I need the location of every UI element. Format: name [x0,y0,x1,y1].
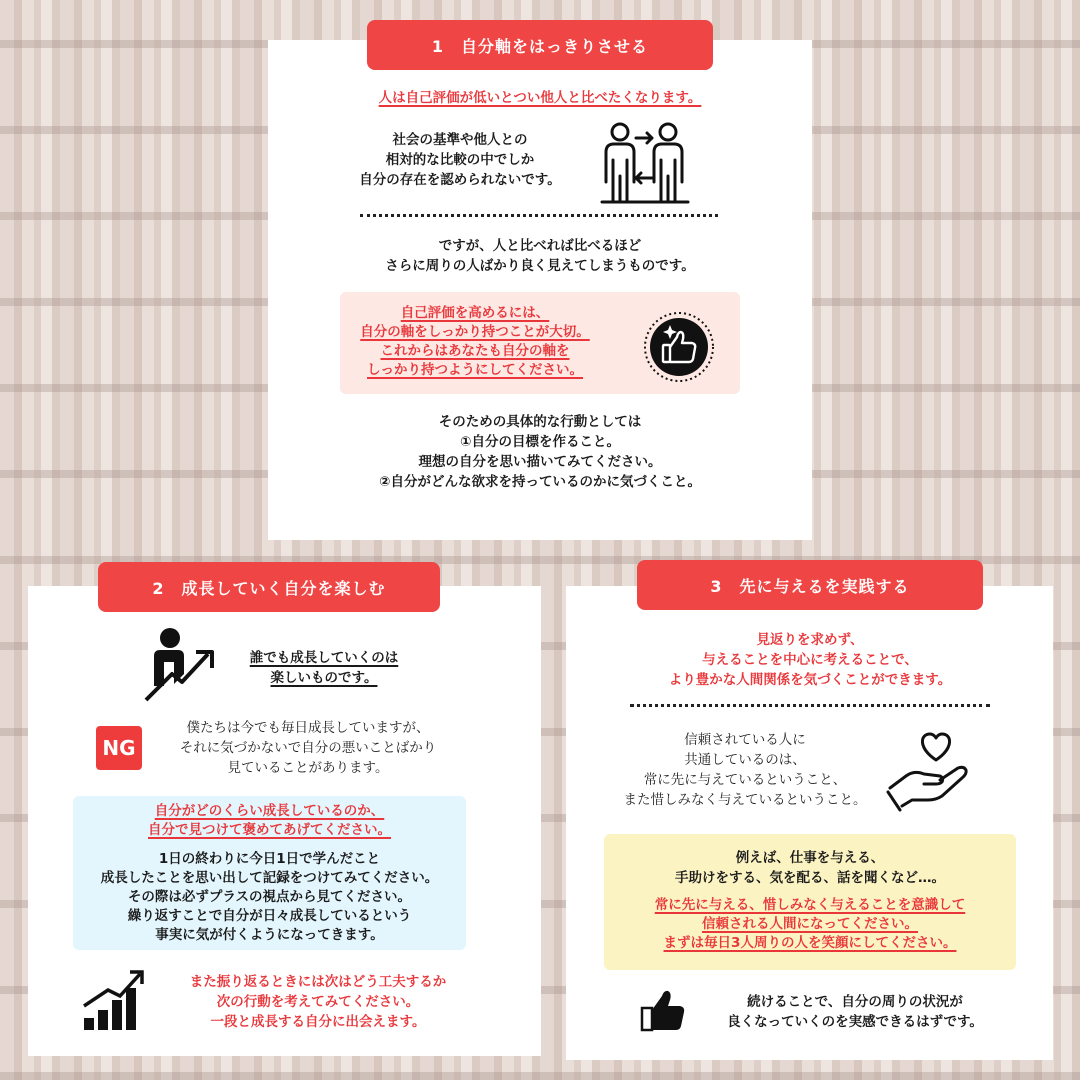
heart-hand-icon [886,726,974,814]
section-2-ng-text: 僕たちは今でも毎日成長していますが、 それに気づかないで自分の悪いことばかり 見ていることがあります。 [179,720,437,776]
thumbs-up-badge-icon [642,310,716,384]
section-3-highlight-red-text: 常に先に与える、惜しみなく与えることを意識して 信頼される人間になってください。 まずは毎日3人周りの人を笑顔にしてください。 [654,897,966,951]
section-3-closing-text: 続けることで、自分の周りの状況が 良くなっていくのを実感できるはずです。 [727,994,983,1030]
section-3-highlight-text: 例えば、仕事を与える、 手助けをする、気を配る、話を聞くなど…。 [675,850,945,886]
ng-badge-icon: NG [96,726,142,770]
bar-chart-growth-icon [80,966,148,1034]
section-3-title: 3 先に与えるを実践する [637,560,983,610]
section-1-divider [360,214,718,217]
section-1-compare-text: 社会の基準や他人との 相対的な比較の中でしか 自分の存在を認められないです。 [359,132,561,188]
section-3-trust-text: 信頼されている人に 共通しているのは、 常に先に与えているということ、 また惜しみなく与えているということ。 [623,732,867,808]
section-1-action-text: そのための具体的な行動としては ①自分の目標を作ること。 理想の自分を思い描いてみてください。 ②自分がどんな欲求を持っているのかに気づくこと。 [379,414,701,490]
two-people-compare-icon [598,120,690,206]
section-3-intro-text: 見返りを求めず、 与えることを中心に考えることで、 より豊かな人間関係を気づくことができます。 [668,632,952,688]
person-growth-arrow-icon [142,626,218,704]
section-1-title: 1 自分軸をはっきりさせる [367,20,713,70]
section-2-highlight-text: 1日の終わりに今日1日で学んだこと 成長したことを思い出して記録をつけてみてください。 その際は必ずプラスの視点から見てください。 繰り返すことで自分が日々成長しているという 事実に気が付くようになってきます。 [100,851,439,943]
section-1-but-text: ですが、人と比べれば比べるほど さらに周りの人ばかり良く見えてしまうものです。 [385,238,695,274]
section-2-closing-text: また振り返るときには次はどう工夫するか 次の行動を考えてみてください。 一段と成長する自分に出会えます。 [189,974,447,1030]
section-2-highlight-red-text: 自分がどのくらい成長しているのか、 自分で見つけて褒めてあげてください。 [148,803,391,838]
section-1-headline: 人は自己評価が低いとつい他人と比べたくなります。 [378,90,702,106]
section-1-highlight-text: 自己評価を高めるには、 自分の軸をしっかり持つことが大切。 これからはあなたも自分の軸を しっかり持つようにしてください。 [360,305,590,378]
section-3-divider [630,704,990,707]
section-2-title: 2 成長していく自分を楽しむ [98,562,440,612]
section-2-growth-text: 誰でも成長していくのは 楽しいものです。 [249,650,399,686]
